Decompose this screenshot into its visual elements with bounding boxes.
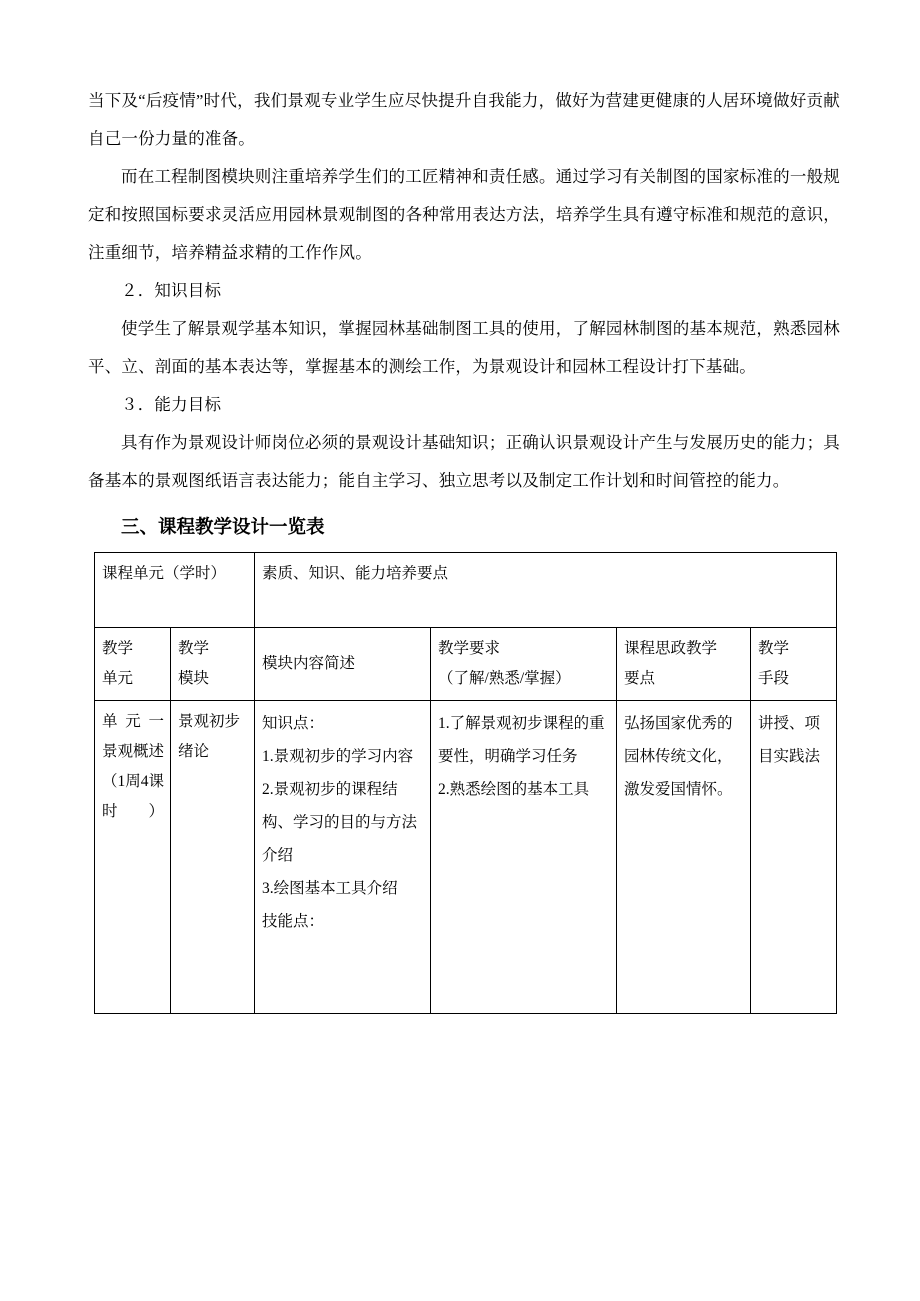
header-means-line1: 教学	[758, 640, 790, 657]
cell-requirement-line-1: 1.了解景观初步课程的重要性，明确学习任务	[438, 715, 605, 765]
cell-description-line-5: 技能点：	[262, 913, 325, 930]
table-title-left: 课程单元（学时）	[95, 553, 255, 628]
header-ideology	[617, 628, 751, 701]
header-requirement	[431, 628, 617, 701]
paragraph-1: 当下及“后疫情”时代，我们景观专业学生应尽快提升自我能力，做好为营建更健康的人居环境做好贡献自己一份力量的准备。	[88, 91, 840, 148]
cell-description-line-2: 1.景观初步的学习内容	[262, 748, 414, 765]
section-heading: 三、课程教学设计一览表	[121, 516, 325, 537]
paragraph-4: 使学生了解景观学基本知识，掌握园林基础制图工具的使用，了解园林制图的基本规范，熟悉园林平、立、剖面的基本表达等，掌握基本的测绘工作，为景观设计和园林工程设计打下基础。	[88, 319, 840, 376]
paragraph-5-ability-goal-heading: ３．能力目标	[121, 395, 222, 414]
header-unit	[95, 628, 171, 701]
header-unit-line1: 教学	[102, 640, 134, 657]
table-row	[95, 701, 837, 1014]
paragraph-2: 而在工程制图模块则注重培养学生们的工匠精神和责任感。通过学习有关制图的国家标准的一般规定和按照国标要求灵活应用园林景观制图的各种常用表达方法，培养学生具有遵守标准和规范的意识，注重细节，培养精益求精的工作作风。	[88, 167, 840, 262]
cell-unit	[95, 701, 171, 1014]
table-header-row	[95, 628, 837, 701]
table-title-right: 素质、知识、能力培养要点	[255, 553, 837, 628]
cell-requirement	[431, 701, 617, 1014]
cell-requirement-line-2: 2.熟悉绘图的基本工具	[438, 781, 590, 798]
cell-description-line-3: 2.景观初步的课程结构、学习的目的与方法介绍	[262, 781, 418, 864]
paragraph-6: 具有作为景观设计师岗位必须的景观设计基础知识；正确认识景观设计产生与发展历史的能力；具备基本的景观图纸语言表达能力；能自主学习、独立思考以及制定工作计划和时间管控的能力。	[88, 433, 840, 490]
cell-unit-text: 单元一 景观概述（1周4课时）	[102, 713, 165, 820]
header-module	[171, 628, 255, 701]
header-means-line2: 手段	[758, 670, 790, 687]
cell-means	[751, 701, 837, 1014]
header-ideology-line2: 要点	[624, 670, 656, 687]
cell-module-text: 景观初步绪论	[178, 713, 241, 760]
header-description: 模块内容简述	[255, 628, 431, 701]
header-requirement-line2: （了解/熟悉/掌握）	[438, 670, 571, 687]
table-title-row	[95, 553, 837, 628]
document-body	[88, 82, 840, 1014]
header-unit-line2: 单元	[102, 670, 134, 687]
course-design-table	[94, 552, 837, 1014]
header-module-line2: 模块	[178, 670, 210, 687]
cell-description-line-4: 3.绘图基本工具介绍	[262, 880, 398, 897]
header-module-line1: 教学	[178, 640, 210, 657]
header-means	[751, 628, 837, 701]
cell-ideology	[617, 701, 751, 1014]
header-ideology-line1: 课程思政教学	[624, 640, 718, 657]
cell-means-line-1: 讲授、项目实践法	[758, 715, 821, 765]
cell-description	[255, 701, 431, 1014]
cell-ideology-line-1: 弘扬国家优秀的园林传统文化，激发爱国情怀。	[624, 715, 733, 798]
cell-module	[171, 701, 255, 1014]
cell-description-line-1: 知识点：	[262, 715, 325, 732]
paragraph-3-knowledge-goal-heading: ２．知识目标	[121, 281, 222, 300]
header-requirement-line1: 教学要求	[438, 640, 501, 657]
